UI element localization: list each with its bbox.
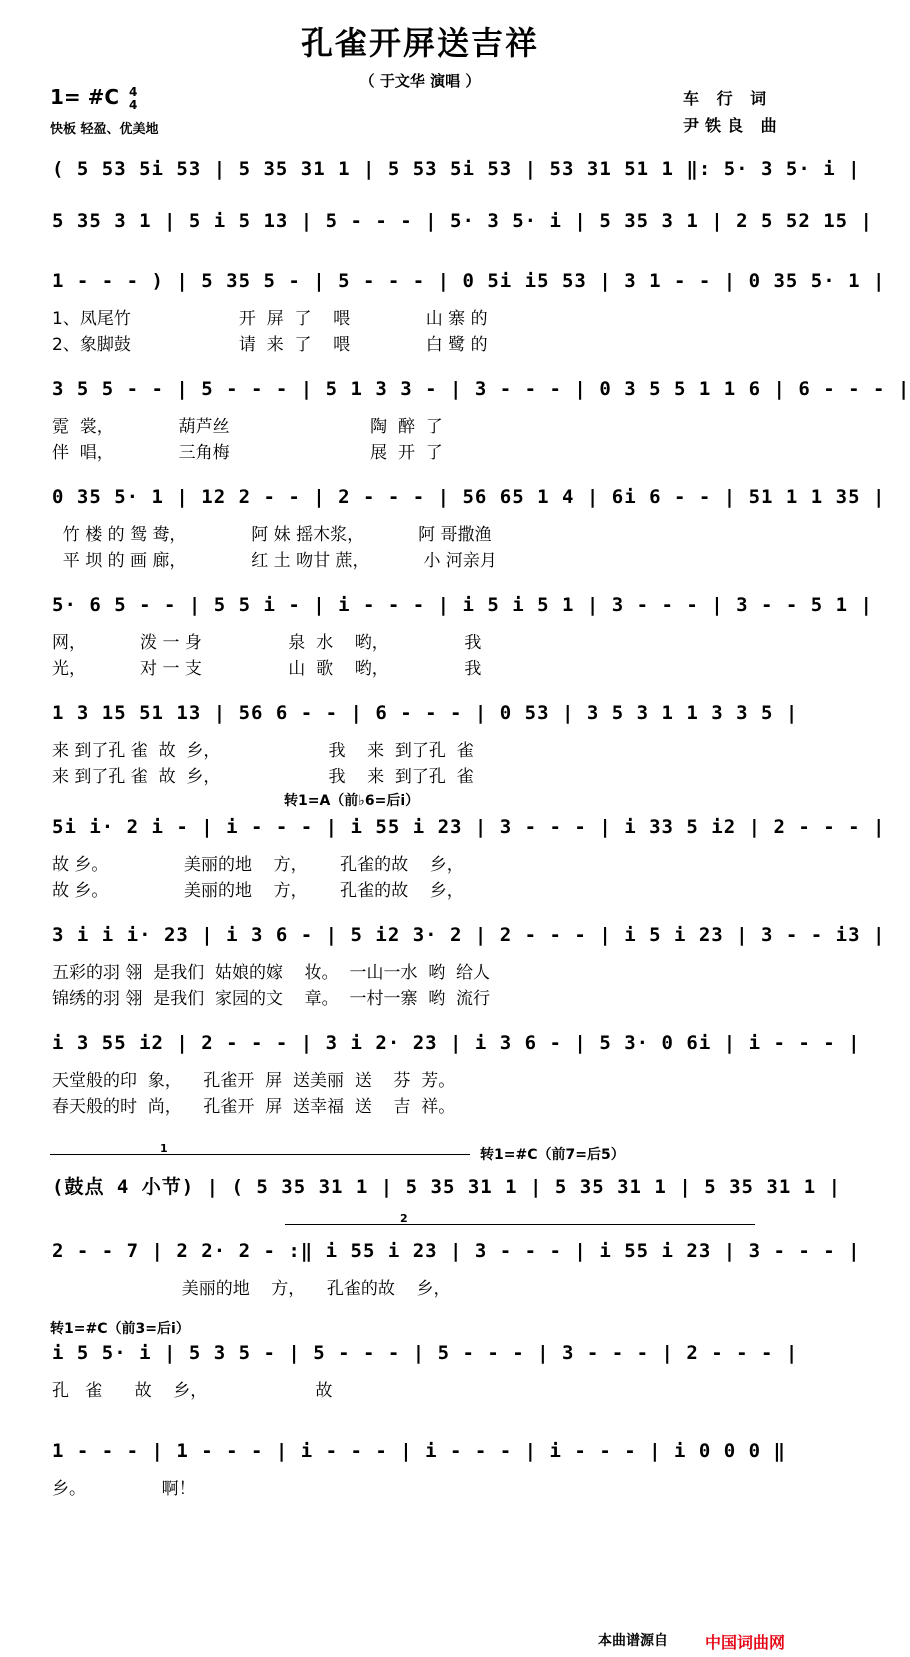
notation-line: 5 35 3 1 | 5 i 5 13 | 5 - - - | 5· 3 5· i | 5 35 3 1 | 2 5 52 15 | — [52, 210, 873, 232]
lyric-verse-1: 孔 雀 故 乡， 故 — [52, 1381, 333, 1401]
notation-line: i 3 55 i2 | 2 - - - | 3 i 2· 23 | i 3 6 - | 5 3· 0 6i | i - - - | — [52, 1032, 861, 1054]
notation-line: 1 - - - | 1 - - - | i - - - | i - - - | i - - - | i 0 0 0 ‖ — [52, 1440, 786, 1462]
lyric-verse-2: 来 到了孔 雀 故 乡， 我 来 到了孔 雀 — [52, 767, 474, 787]
lyric-verse-2: 光， 对 一 支 山 歌 哟， 我 — [52, 659, 482, 679]
lyric-verse-2: 平 坝 的 画 廊， 红 土 吻甘 蔗， 小 河亲月 — [52, 551, 497, 571]
lyric-verse-1: 1、凤尾竹 开 屏 了 喂 山 寨 的 — [52, 309, 488, 329]
lyric-verse-2: 故 乡。 美丽的地 方， 孔雀的故 乡， — [52, 881, 464, 901]
lyric-verse-2: 伴 唱， 三角梅 展 开 了 — [52, 443, 443, 463]
lyric-verse-1: 美丽的地 方， 孔雀的故 乡， — [52, 1279, 451, 1299]
time-signature — [129, 86, 137, 112]
lyric-verse-1: 来 到了孔 雀 故 乡， 我 来 到了孔 雀 — [52, 741, 474, 761]
lyric-verse-1: 五彩的羽 翎 是我们 姑娘的嫁 妆。 一山一水 哟 给人 — [52, 963, 491, 983]
singer-credit: （ 于文华 演唱 ） — [359, 72, 481, 90]
key-signature — [50, 85, 137, 112]
lyric-verse-1: 故 乡。 美丽的地 方， 孔雀的故 乡， — [52, 855, 464, 875]
notation-line: 3 5 5 - - | 5 - - - | 5 1 3 3 - | 3 - - - | 0 3 5 5 1 1 6 | 6 - - - | — [52, 378, 910, 400]
footer-source-text: 本曲谱源自 — [598, 1633, 668, 1649]
notation-line: 1 3 15 51 13 | 56 6 - - | 6 - - - | 0 53 | 3 5 3 1 1 3 3 5 | — [52, 702, 799, 724]
volta-label-1: 1 — [160, 1142, 168, 1155]
volta-bracket-2 — [285, 1224, 755, 1225]
lyric-verse-1: 乡。 啊！ — [52, 1479, 196, 1499]
modulation-marker-2: 转1=#C（前7=后5） — [480, 1147, 625, 1163]
lyric-verse-2: 春天般的时 尚， 孔雀开 屏 送幸福 送 吉 祥。 — [52, 1097, 456, 1117]
lyric-verse-2: 锦绣的羽 翎 是我们 家园的文 章。 一村一寨 哟 流行 — [52, 989, 491, 1009]
page-title: 孔雀开屏送吉祥 — [300, 24, 539, 62]
notation-line: (鼓点 4 小节) | ( 5 35 31 1 | 5 35 31 1 | 5 35 31 1 | 5 35 31 1 | — [52, 1176, 842, 1198]
time-sig-top: 4 — [129, 84, 138, 99]
notation-line: 0 35 5· 1 | 12 2 - - | 2 - - - | 56 65 1 4 | 6i 6 - - | 51 1 1 35 | — [52, 486, 886, 508]
composer-credit: 尹铁良 曲 — [683, 116, 783, 135]
notation-line: i 5 5· i | 5 3 5 - | 5 - - - | 5 - - - | 3 - - - | 2 - - - | — [52, 1342, 799, 1364]
notation-line: 5· 6 5 - - | 5 5 i - | i - - - | i 5 i 5 1 | 3 - - - | 3 - - 5 1 | — [52, 594, 873, 616]
modulation-marker-1: 转1=A（前♭6=后i） — [284, 793, 420, 809]
notation-line: 1 - - - ) | 5 35 5 - | 5 - - - | 0 5i i5 53 | 3 1 - - | 0 35 5· 1 | — [52, 270, 886, 292]
lyric-verse-1: 网， 泼 一 身 泉 水 哟， 我 — [52, 633, 482, 653]
modulation-marker-3: 转1=#C（前3=后i） — [50, 1321, 190, 1337]
footer-site-link[interactable]: 中国词曲网 — [705, 1633, 786, 1652]
key-label: 1= #C — [50, 85, 120, 109]
volta-bracket-1 — [50, 1154, 470, 1155]
notation-line: 5i i· 2 i - | i - - - | i 55 i 23 | 3 - - - | i 33 5 i2 | 2 - - - | — [52, 816, 886, 838]
volta-label-2: 2 — [400, 1212, 408, 1225]
notation-line: 3 i i i· 23 | i 3 6 - | 5 i2 3· 2 | 2 - - - | i 5 i 23 | 3 - - i3 | — [52, 924, 886, 946]
lyric-verse-2: 2、象脚鼓 请 来 了 喂 白 鹭 的 — [52, 335, 488, 355]
lyric-verse-1: 竹 楼 的 鸳 鸯， 阿 妹 摇木浆， 阿 哥撒渔 — [52, 525, 492, 545]
tempo-marking: 快板 轻盈、优美地 — [50, 122, 159, 137]
notation-line: ( 5 53 5i 53 | 5 35 31 1 | 5 53 5i 53 | 53 31 51 1 ‖: 5· 3 5· i | — [52, 158, 861, 180]
lyric-verse-1: 霓 裳， 葫芦丝 陶 醉 了 — [52, 417, 443, 437]
lyricist-credit: 车 行 词 — [683, 89, 773, 108]
notation-line: 2 - - 7 | 2 2· 2 - :‖ i 55 i 23 | 3 - - - | i 55 i 23 | 3 - - - | — [52, 1240, 861, 1262]
time-sig-bottom: 4 — [129, 97, 138, 112]
lyric-verse-1: 天堂般的印 象， 孔雀开 屏 送美丽 送 芬 芳。 — [52, 1071, 456, 1091]
